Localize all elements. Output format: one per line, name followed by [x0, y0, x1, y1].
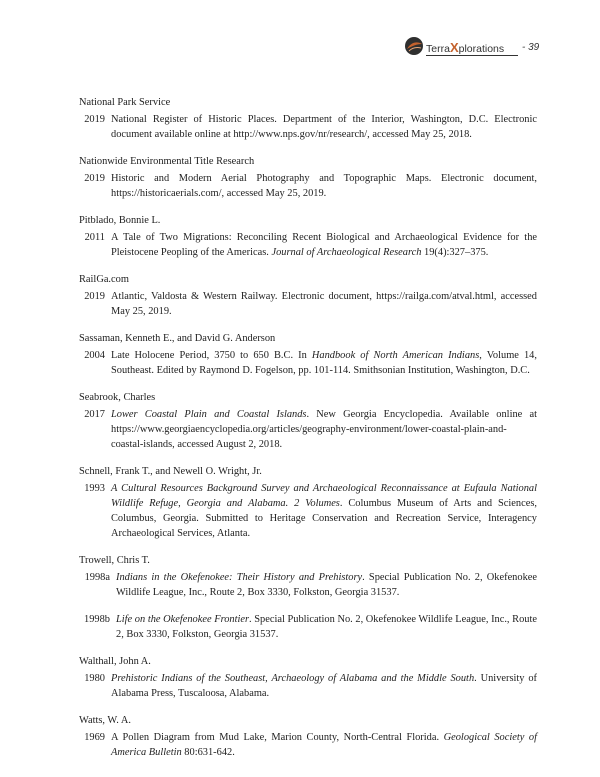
reference-citation [111, 171, 537, 201]
reference-author: Seabrook, Charles [79, 392, 156, 403]
page-number: - 39 [522, 42, 540, 53]
reference-citation [111, 730, 537, 760]
reference-entry [79, 272, 537, 319]
reference-author: Pitblado, Bonnie L. [79, 215, 161, 226]
citation-title: Journal of Archaeological Research [271, 247, 422, 258]
reference-year: 1998a [84, 572, 110, 583]
citation-text: Historic and Modern Aerial Photography and Topographic Maps. Electronic document, https://historicaerials.com/, accessed May 25, 2019. [111, 173, 537, 199]
reference-item [79, 112, 537, 142]
reference-item [79, 348, 537, 378]
reference-author: Trowell, Chris T. [79, 555, 150, 566]
citation-title: Lower Coastal Plain and Coastal Islands [111, 409, 307, 420]
reference-citation [111, 481, 537, 541]
reference-entry [79, 654, 537, 701]
reference-item [79, 612, 537, 642]
page-header [404, 36, 554, 62]
reference-citation [111, 348, 537, 378]
reference-item [79, 730, 537, 760]
reference-citation [111, 671, 537, 701]
citation-title: Life on the Okefenokee Frontier [116, 614, 250, 625]
citation-title: Prehistoric Indians of the Southeast, Archaeology of Alabama and the Middle South [111, 673, 475, 684]
citation-text: Atlantic, Valdosta & Western Railway. Electronic document, https://railga.com/atval.html, accessed May 25, 2019. [111, 291, 537, 317]
reference-entry [79, 390, 537, 452]
reference-author: Sassaman, Kenneth E., and David G. Anderson [79, 333, 276, 344]
citation-text: , Volume 14, Southeast. Edited by Raymond D. Fogelson, pp. 101-114. Smithsonian Institution, Washington, D.C. [111, 350, 537, 376]
citation-text: . University of Alabama Press, Tuscaloosa, Alabama. [111, 673, 537, 699]
reference-year: 2017 [84, 409, 105, 420]
reference-year: 1998b [84, 614, 110, 625]
references-list [79, 95, 537, 772]
reference-item [79, 481, 537, 541]
reference-author: National Park Service [79, 97, 171, 108]
reference-entry [79, 713, 537, 760]
reference-citation [111, 407, 537, 452]
citation-text: A Pollen Diagram from Mud Lake, Marion County, North-Central Florida. [111, 732, 444, 743]
citation-text: A Tale of Two Migrations: Reconciling Recent Biological and Archaeological Evidence for the Pleistocene Peopling of the Americas. [111, 232, 537, 258]
citation-text: Late Holocene Period, 3750 to 650 B.C. In [111, 350, 312, 361]
reference-year: 2004 [84, 350, 105, 361]
reference-author: Walthall, John A. [79, 656, 151, 667]
reference-item [79, 289, 537, 319]
reference-item [79, 230, 537, 260]
citation-text: 80:631-642. [181, 747, 235, 758]
reference-year: 2019 [84, 291, 105, 302]
logo-wordmark: TerraXplorations [426, 40, 505, 55]
reference-year: 2011 [84, 232, 105, 243]
reference-entry [79, 95, 537, 142]
reference-author: Nationwide Environmental Title Research [79, 156, 255, 167]
reference-entry [79, 154, 537, 201]
citation-text: National Register of Historic Places. Department of the Interior, Washington, D.C. Electronic document available online at http://www.nps.gov/nr/research/, accessed May 25, 2018. [111, 114, 537, 140]
reference-citation [116, 612, 537, 642]
reference-item [79, 570, 537, 600]
reference-year: 1980 [84, 673, 105, 684]
header-rule [426, 55, 518, 56]
reference-year: 2019 [84, 114, 105, 125]
reference-entry [79, 553, 537, 642]
terraxplorations-logo-icon [404, 36, 424, 56]
citation-text: . New Georgia Encyclopedia. Available online at https://www.georgiaencyclopedia.org/articles/geography-environment/lower-coastal-plain-and-coastal-islands, accessed August 2, 2018. [111, 409, 537, 450]
reference-author: RailGa.com [79, 274, 129, 285]
reference-entry [79, 331, 537, 378]
citation-title: Handbook of North American Indians [311, 350, 480, 361]
reference-year: 1993 [84, 483, 105, 494]
citation-text: . Special Publication No. 2, Okefenokee Wildlife League, Inc., Route 2, Box 3330, Folkston, Georgia 31537. [116, 614, 537, 640]
reference-citation [111, 112, 537, 142]
citation-text: . Special Publication No. 2, Okefenokee Wildlife League, Inc., Route 2, Box 3330, Folkston, Georgia 31537. [116, 572, 537, 598]
reference-author: Schnell, Frank T., and Newell O. Wright, Jr. [79, 466, 262, 477]
citation-text: . Columbus Museum of Arts and Sciences, Columbus, Georgia. Submitted to Heritage Conservation and Recreation Service, Interagency Archaeological Services, Atlanta. [111, 498, 537, 539]
reference-citation [116, 570, 537, 600]
reference-item [79, 407, 537, 452]
reference-citation [111, 289, 537, 319]
citation-text: 19(4):327–375. [421, 247, 489, 258]
reference-citation [111, 230, 537, 260]
citation-title: Geological Society of America Bulletin [111, 732, 537, 758]
reference-item [79, 671, 537, 701]
reference-year: 1969 [84, 732, 105, 743]
citation-title: A Cultural Resources Background Survey and Archaeological Reconnaissance at Eufaula National Wildlife Refuge, Georgia and Alabama. 2 Volumes [111, 483, 537, 509]
citation-title: Indians in the Okefenokee: Their History and Prehistory [116, 572, 363, 583]
reference-year: 2019 [84, 173, 105, 184]
reference-item [79, 171, 537, 201]
reference-entry [79, 464, 537, 541]
reference-entry [79, 213, 537, 260]
reference-author: Watts, W. A. [79, 715, 131, 726]
